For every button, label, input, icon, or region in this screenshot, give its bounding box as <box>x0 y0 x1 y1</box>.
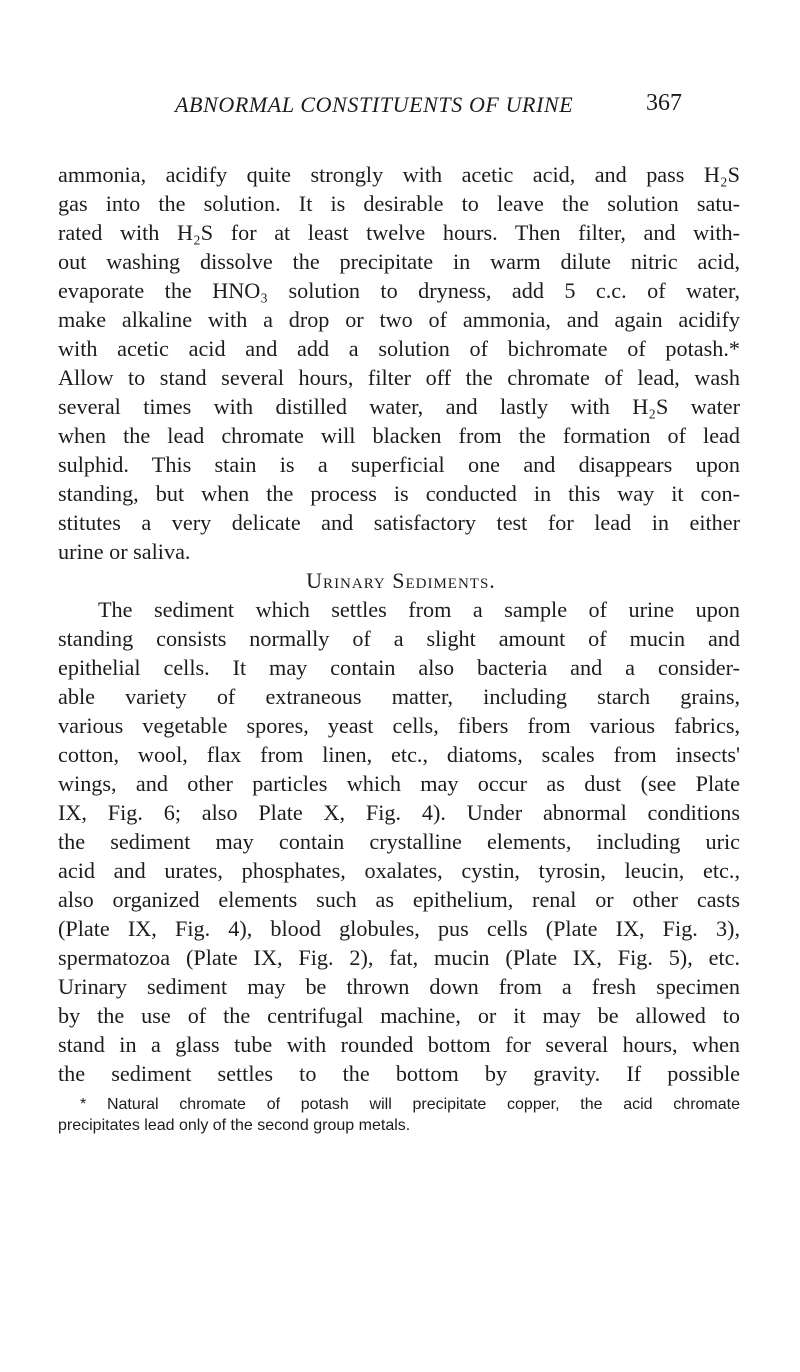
text-line: out washing dissolve the precipitate in warm dilute nitric acid, <box>58 249 740 274</box>
footnote <box>58 1094 740 1136</box>
text-line: when the lead chromate will blacken from the formation of lead <box>58 423 740 448</box>
footnote-line: precipitates lead only of the second group metals. <box>58 1117 411 1134</box>
text-line: acid and urates, phosphates, oxalates, cystin, tyrosin, leucin, etc., <box>58 858 740 883</box>
paragraph-1 <box>58 160 740 566</box>
text-line: stand in a glass tube with rounded bottom for several hours, when <box>58 1032 740 1057</box>
text-line: with acetic acid and add a solution of bichromate of potash.* <box>58 336 740 361</box>
text-line: the sediment may contain crystalline elements, including uric <box>58 829 740 854</box>
footnote-line: * Natural chromate of potash will precipitate copper, the acid chromate <box>80 1096 740 1113</box>
section-heading: Urinary Sediments. <box>306 568 496 593</box>
paragraph-2 <box>58 595 740 1088</box>
text-line: urine or saliva. <box>58 539 191 564</box>
page-number: 367 <box>646 90 682 116</box>
text-line: cotton, wool, flax from linen, etc., diatoms, scales from insects' <box>58 742 740 767</box>
text-line: make alkaline with a drop or two of ammonia, and again acidify <box>58 307 740 332</box>
text-line: the sediment settles to the bottom by gravity. If possible <box>58 1061 740 1086</box>
text-line: (Plate IX, Fig. 4), blood globules, pus cells (Plate IX, Fig. 3), <box>58 916 740 941</box>
text-line: by the use of the centrifugal machine, or it may be allowed to <box>58 1003 740 1028</box>
text-line: stitutes a very delicate and satisfactory test for lead in either <box>58 510 740 535</box>
text-line: IX, Fig. 6; also Plate X, Fig. 4). Under abnormal conditions <box>58 800 740 825</box>
text-line: epithelial cells. It may contain also bacteria and a consider- <box>58 655 740 680</box>
text-line: spermatozoa (Plate IX, Fig. 2), fat, mucin (Plate IX, Fig. 5), etc. <box>58 945 740 970</box>
running-head: ABNORMAL CONSTITUENTS OF URINE <box>175 92 574 117</box>
text-line: standing consists normally of a slight amount of mucin and <box>58 626 740 651</box>
text-line: evaporate the HNO₃ solution to dryness, add 5 c.c. of water, <box>58 278 740 303</box>
text-line: various vegetable spores, yeast cells, fibers from various fabrics, <box>58 713 740 738</box>
text-line: also organized elements such as epithelium, renal or other casts <box>58 887 740 912</box>
text-line: Urinary sediment may be thrown down from a fresh specimen <box>58 974 740 999</box>
text-line: ammonia, acidify quite strongly with acetic acid, and pass H₂S <box>58 162 740 187</box>
text-line: Allow to stand several hours, filter off the chromate of lead, wash <box>58 365 740 390</box>
text-line: able variety of extraneous matter, including starch grains, <box>58 684 740 709</box>
text-line: The sediment which settles from a sample of urine upon <box>98 597 740 622</box>
text-line: gas into the solution. It is desirable to leave the solution satu- <box>58 191 740 216</box>
text-line: wings, and other particles which may occur as dust (see Plate <box>58 771 740 796</box>
body-text <box>58 160 740 1136</box>
text-line: sulphid. This stain is a superficial one and disappears upon <box>58 452 740 477</box>
text-line: standing, but when the process is conducted in this way it con- <box>58 481 740 506</box>
text-line: several times with distilled water, and lastly with H₂S water <box>58 394 740 419</box>
text-line: rated with H₂S for at least twelve hours. Then filter, and with- <box>58 220 740 245</box>
